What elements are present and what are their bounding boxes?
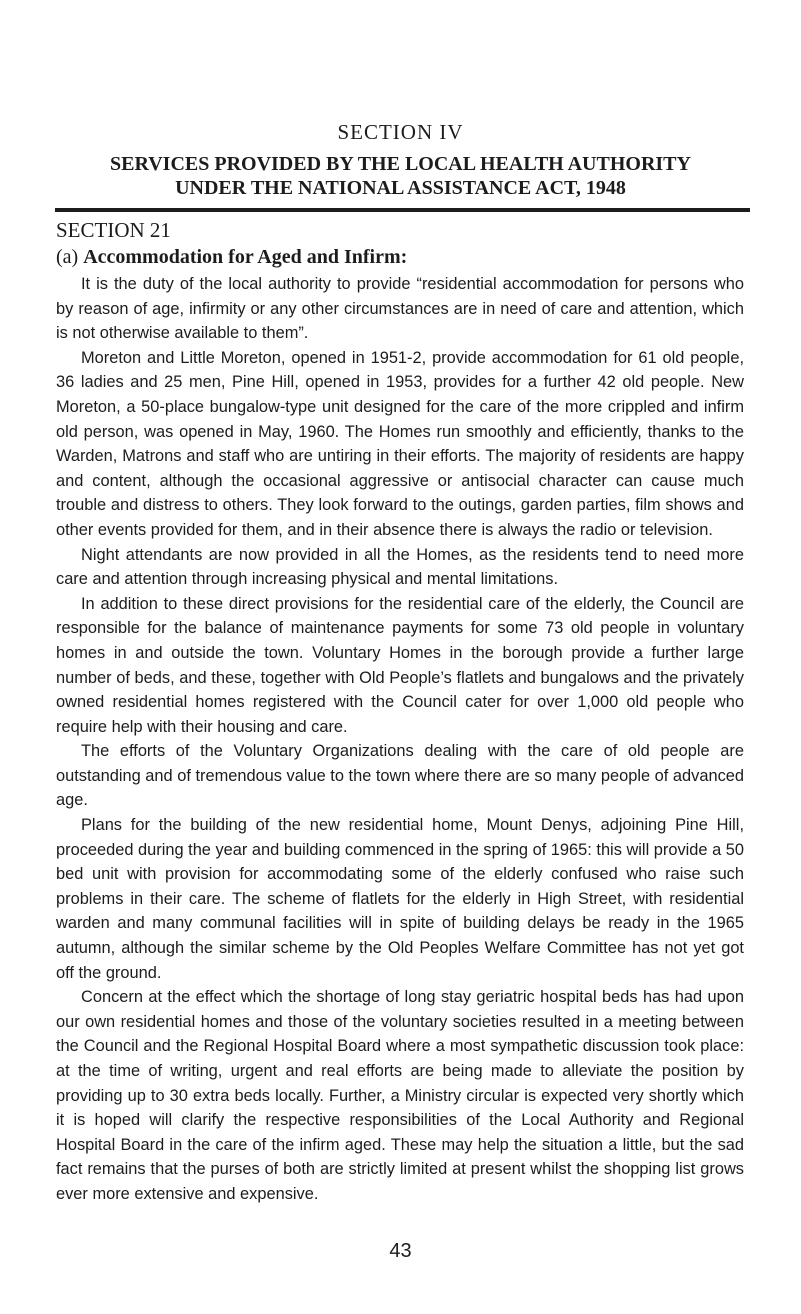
section-number: SECTION 21 xyxy=(56,218,171,242)
paragraph: Plans for the building of the new residential home, Mount Denys, adjoining Pine Hill, proceeded during the year and building commenced in the spring of 1965: this will provide a 50 bed unit with provision for accommodating some of the elderly confused who raise such problems in their care. The scheme of flatlets for the elderly in High Street, with residential warden and many communal facilities will in spite of building delays be ready in the 1965 autumn, although the similar scheme by the Old Peoples Welfare Committee has not yet got off the ground. xyxy=(56,816,744,982)
section-label: SECTION IV xyxy=(337,120,464,144)
page-heading xyxy=(40,152,761,200)
heading-line-1: SERVICES PROVIDED BY THE LOCAL HEALTH AUTHORITY xyxy=(110,153,691,175)
subsection-heading xyxy=(56,246,407,269)
paragraph: The efforts of the Voluntary Organizations dealing with the care of old people are outstanding and of tremendous value to the town where there are so many people of advanced age. xyxy=(56,742,744,810)
paragraph: Concern at the effect which the shortage of long stay geriatric hospital beds has had upon our own residential homes and those of the voluntary societies resulted in a meeting between the Council and the Regional Hospital Board where a most sympathetic discussion took place: at the time of writing, urgent and real efforts are being made to alleviate the position by providing up to 30 extra beds locally. Further, a Ministry circular is expected very shortly which it is hoped will clarify the respective responsibilities of the Local Authority and Regional Hospital Board in the care of the infirm aged. These may help the situation a little, but the sad fact remains that the purses of both are strictly limited at present whilst the shopping list grows ever more extensive and expensive. xyxy=(56,988,744,1203)
paragraph: Night attendants are now provided in all the Homes, as the residents tend to need more care and attention through increasing physical and mental limitations. xyxy=(56,545,744,589)
subsection-marker: (a) xyxy=(56,246,79,268)
paragraph: It is the duty of the local authority to provide “residential accommodation for persons who by reason of age, infirmity or any other circumstances are in need of care and attention, which is not otherwise available to them”. xyxy=(56,275,744,343)
body-text xyxy=(56,272,744,1207)
horizontal-divider xyxy=(55,208,750,212)
subsection-title: Accommodation for Aged and Infirm: xyxy=(83,246,408,268)
paragraph: Moreton and Little Moreton, opened in 1951-2, provide accommodation for 61 old people, 36 ladies and 25 men, Pine Hill, opened in 1953, provides for a further 42 old people. New Moreton, a 50-place bungalow-type unit designed for the care of the more crippled and infirm old person, was opened in May, 1960. The Homes run smoothly and efficiently, thanks to the Warden, Matrons and staff who are untiring in their efforts. The majority of residents are happy and content, although the occasional aggressive or antisocial character can cause much trouble and distress to others. They look forward to the outings, garden parties, film shows and other events provided for them, and in their absence there is always the radio or television. xyxy=(56,348,744,539)
page-number: 43 xyxy=(389,1240,412,1262)
paragraph: In addition to these direct provisions for the residential care of the elderly, the Council are responsible for the balance of maintenance payments for some 73 old people in voluntary homes in and outside the town. Voluntary Homes in the borough provide a further large number of beds, and these, together with Old People’s flatlets and bungalows and the privately owned residential homes registered with the Council cater for over 1,000 old people who require help with their housing and care. xyxy=(56,594,744,736)
heading-line-2: UNDER THE NATIONAL ASSISTANCE ACT, 1948 xyxy=(175,177,626,199)
